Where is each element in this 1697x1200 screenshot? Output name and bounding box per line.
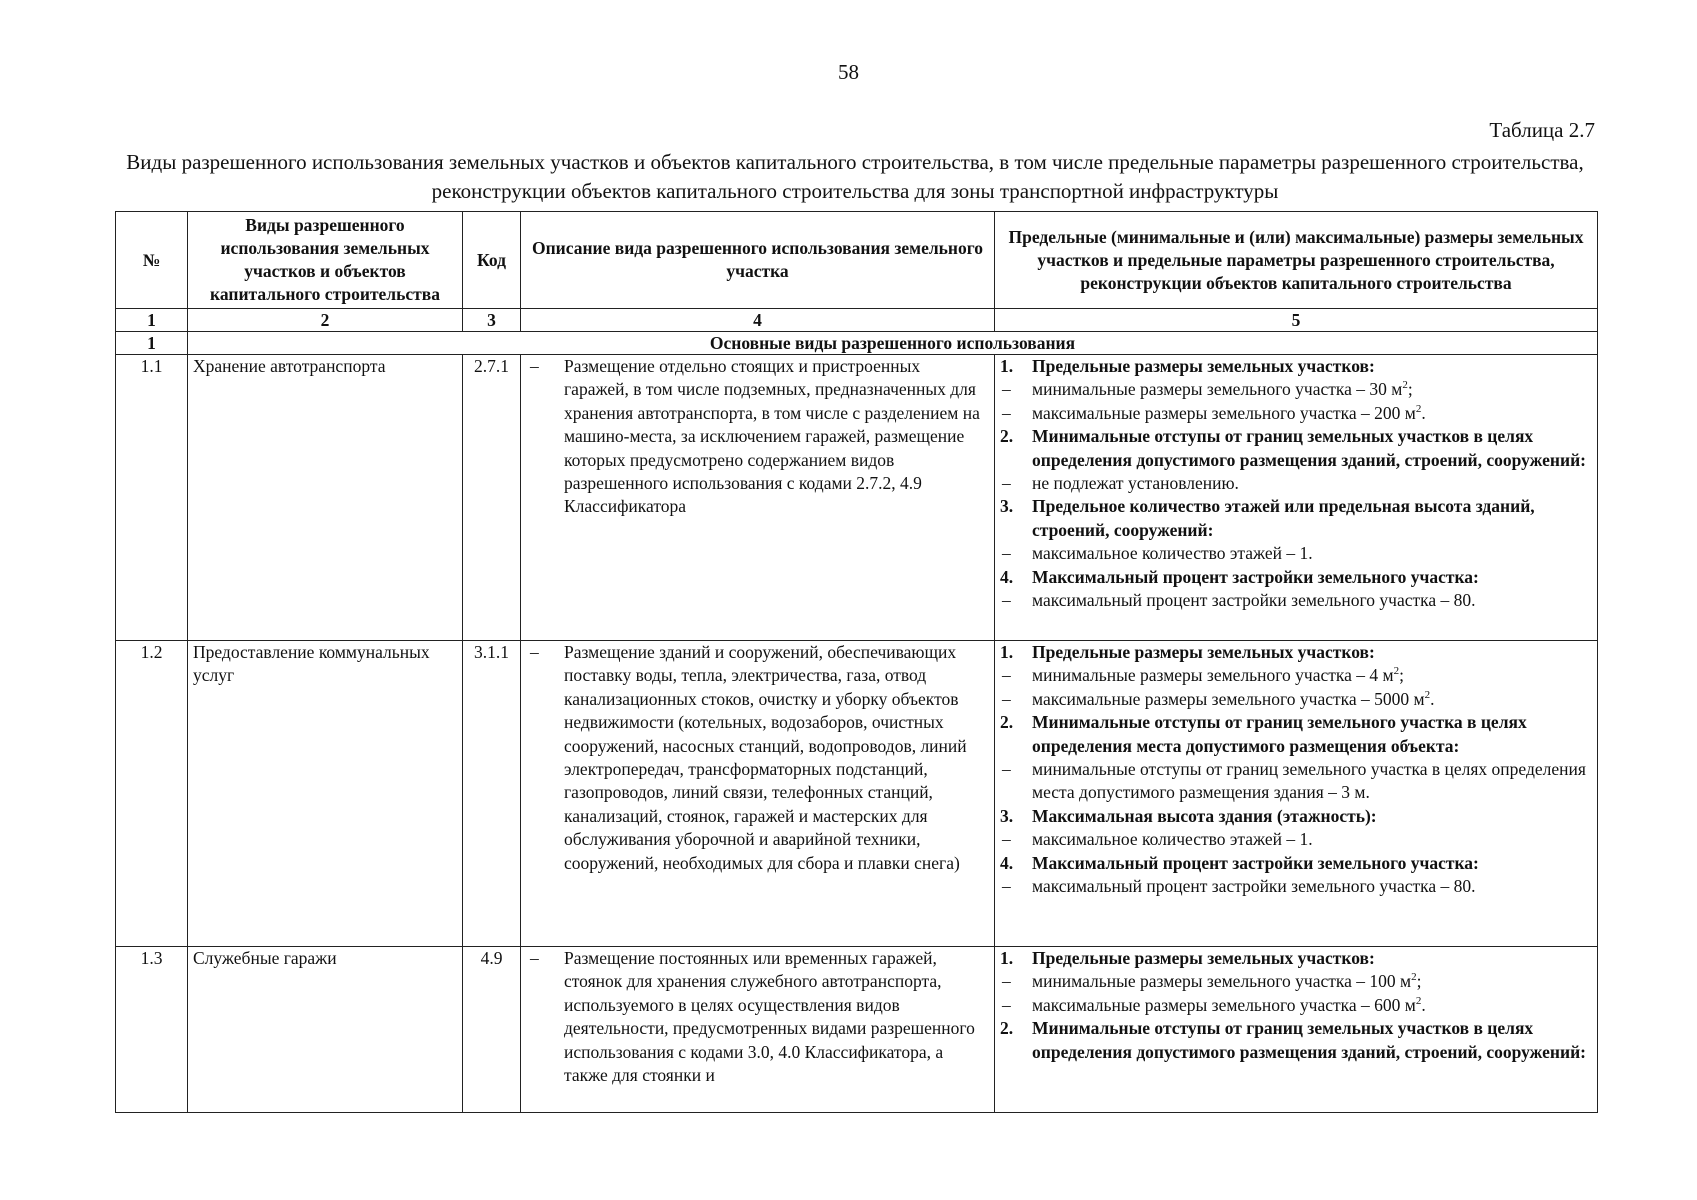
column-number: 3 bbox=[463, 309, 521, 332]
row-code: 2.7.1 bbox=[463, 355, 521, 641]
row-number: 1.1 bbox=[116, 355, 188, 641]
param-heading: 3. Предельное количество этажей или предельная высота зданий, строений, сооружений: bbox=[1000, 496, 1535, 540]
table-header-row bbox=[116, 212, 1598, 309]
table-label: Таблица 2.7 bbox=[1489, 118, 1595, 142]
header-params: Предельные (минимальные и (или) максимальные) размеры земельных участков и предельные параметры разрешенного строительства, реконструкции объектов капитального строительства bbox=[995, 212, 1598, 309]
column-number: 5 bbox=[995, 309, 1598, 332]
header-description: Описание вида разрешенного использования земельного участка bbox=[521, 212, 995, 309]
param-item: – максимальный процент застройки земельного участка – 80. bbox=[1000, 875, 1592, 898]
table-row bbox=[116, 641, 1598, 947]
param-item: – минимальные отступы от границ земельного участка в целях определения места допустимого размещения здания – 3 м. bbox=[1000, 758, 1592, 805]
column-numbering-row bbox=[116, 309, 1598, 332]
section-number: 1 bbox=[116, 332, 188, 355]
section-title: Основные виды разрешенного использования bbox=[188, 332, 1598, 355]
param-item: – максимальный процент застройки земельного участка – 80. bbox=[1000, 589, 1592, 612]
param-heading: 1. Предельные размеры земельных участков: bbox=[1000, 948, 1375, 968]
land-use-table bbox=[115, 211, 1598, 1113]
row-kind: Предоставление коммунальных услуг bbox=[188, 641, 463, 947]
row-code: 4.9 bbox=[463, 947, 521, 1113]
param-heading: 3. Максимальная высота здания (этажность): bbox=[1000, 805, 1377, 826]
row-description-cell bbox=[521, 947, 995, 1113]
param-heading: 4. Максимальный процент застройки земельного участка: bbox=[1000, 566, 1479, 587]
row-description: – Размещение отдельно стоящих и пристроенных гаражей, в том числе подземных, предназначенных для хранения автотранспорта, в том числе с разделением на машино-места, за исключением гаражей, размещение которых предусмотрено содержанием видов разрешенного использования с кодами 2.7.2, 4.9 Классификатора bbox=[526, 355, 989, 519]
row-params bbox=[995, 355, 1598, 641]
param-item: – максимальное количество этажей – 1. bbox=[1000, 542, 1592, 565]
table-row bbox=[116, 355, 1598, 641]
page-number: 58 bbox=[838, 60, 859, 84]
row-number: 1.3 bbox=[116, 947, 188, 1113]
row-params bbox=[995, 641, 1598, 947]
row-kind: Хранение автотранспорта bbox=[188, 355, 463, 641]
param-item: – минимальные размеры земельного участка – 30 $м^2$; bbox=[1000, 378, 1592, 401]
header-num: № bbox=[116, 212, 188, 309]
param-item: – максимальные размеры земельного участка – 200 $м^2$. bbox=[1000, 402, 1592, 425]
row-code: 3.1.1 bbox=[463, 641, 521, 947]
row-number: 1.2 bbox=[116, 641, 188, 947]
row-description-cell bbox=[521, 641, 995, 947]
param-heading: 2. Минимальные отступы от границ земельных участков в целях определения допустимого размещения зданий, строений, сооружений: bbox=[1000, 1018, 1586, 1062]
param-heading: 4. Максимальный процент застройки земельного участка: bbox=[1000, 852, 1479, 873]
param-heading: 1. Предельные размеры земельных участков: bbox=[1000, 356, 1375, 376]
table-title: Виды разрешенного использования земельных участков и объектов капитального строительства, в том числе предельные параметры разрешенного строительства, реконструкции объектов капитального строительства для зоны транспортной инфраструктуры bbox=[126, 150, 1584, 203]
header-code: Код bbox=[463, 212, 521, 309]
param-item: – максимальные размеры земельного участка – 5000 $м^2$. bbox=[1000, 688, 1592, 711]
row-description: – Размещение зданий и сооружений, обеспечивающих поставку воды, тепла, электричества, газа, отвод канализационных стоков, очистку и уборку объектов недвижимости (котельных, водозаборов, очистных сооружений, насосных станций, водопроводов, линий электропередач, трансформаторных подстанций, газопроводов, линий связи, телефонных станций, канализаций, стоянок, гаражей и мастерских для обслуживания уборочной и аварийной техники, сооружений, необходимых для сбора и плавки снега) bbox=[526, 641, 989, 875]
column-number: 1 bbox=[116, 309, 188, 332]
section-row bbox=[116, 332, 1598, 355]
column-number: 2 bbox=[188, 309, 463, 332]
row-kind: Служебные гаражи bbox=[188, 947, 463, 1113]
row-description: – Размещение постоянных или временных гаражей, стоянок для хранения служебного автотранспорта, используемого в целях осуществления видов деятельности, предусмотренных видами разрешенного использования с кодами 3.0, 4.0 Классификатора, а также для стоянки и bbox=[526, 947, 989, 1087]
column-number: 4 bbox=[521, 309, 995, 332]
param-heading: 2. Минимальные отступы от границ земельного участка в целях определения места допустимого размещения объекта: bbox=[1000, 712, 1527, 756]
param-item: – минимальные размеры земельного участка – 100 $м^2$; bbox=[1000, 970, 1592, 993]
param-item: – максимальное количество этажей – 1. bbox=[1000, 828, 1592, 851]
row-description-cell bbox=[521, 355, 995, 641]
param-heading: 2. Минимальные отступы от границ земельных участков в целях определения допустимого размещения зданий, строений, сооружений: bbox=[1000, 426, 1586, 470]
param-item: – минимальные размеры земельного участка – 4 $м^2$; bbox=[1000, 664, 1592, 687]
table-row bbox=[116, 947, 1598, 1113]
param-item: – максимальные размеры земельного участка – 600 $м^2$. bbox=[1000, 994, 1592, 1017]
row-params bbox=[995, 947, 1598, 1113]
param-item: – не подлежат установлению. bbox=[1000, 472, 1592, 495]
param-heading: 1. Предельные размеры земельных участков: bbox=[1000, 642, 1375, 662]
header-kind: Виды разрешенного использования земельных участков и объектов капитального строительства bbox=[188, 212, 463, 309]
